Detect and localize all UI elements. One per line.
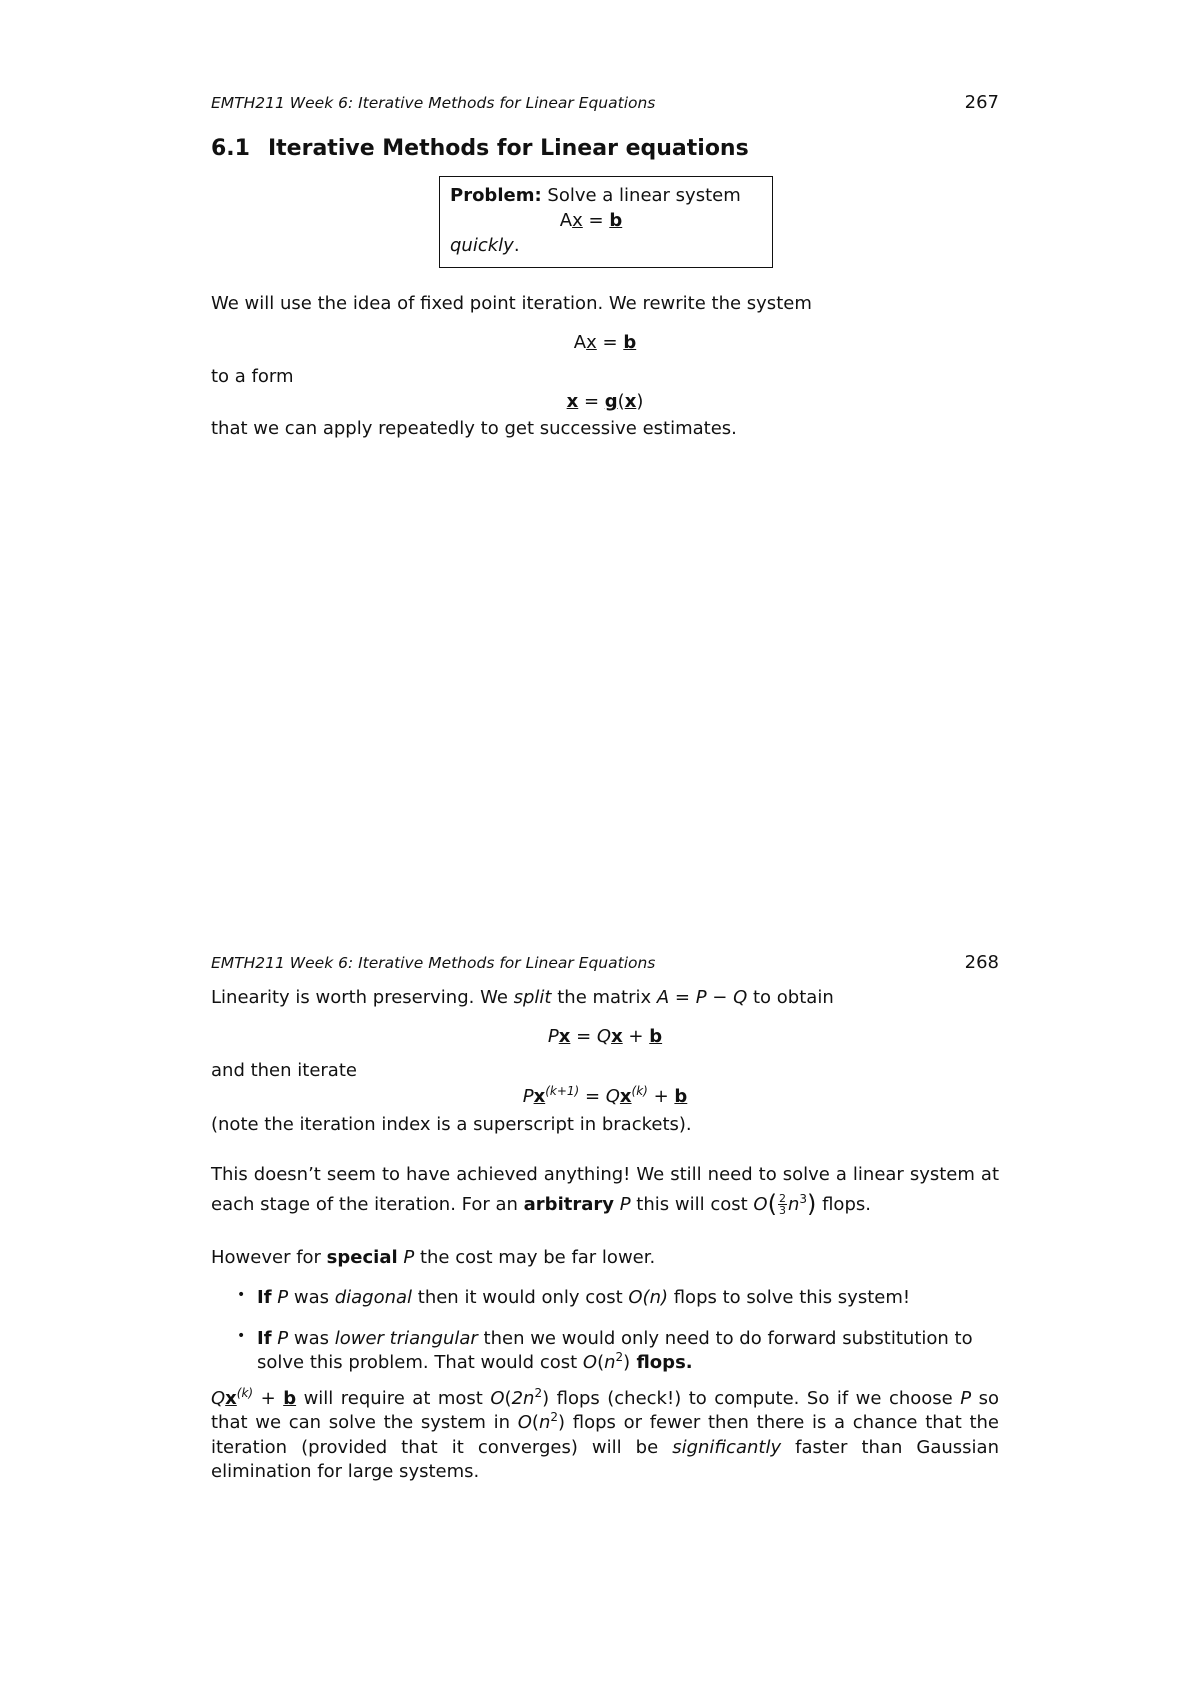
plus: +	[622, 1026, 650, 1048]
bullet-list	[211, 1286, 999, 1375]
running-header	[211, 92, 999, 116]
closing-period: .	[513, 235, 520, 257]
section-title: Iterative Methods for Linear equations	[267, 136, 749, 161]
plus: +	[647, 1085, 675, 1107]
paragraph-to-a-form: to a form	[211, 366, 294, 388]
superscript-k: (k)	[236, 1386, 254, 1401]
arbitrary-text: arbitrary	[523, 1193, 614, 1215]
vector-x: x	[619, 1085, 632, 1107]
diagonal-text: diagonal	[334, 1287, 413, 1309]
vector-x: x	[611, 1026, 623, 1048]
paragraph-arbitrary: This doesn’t seem to have achieved anything! We still need to solve a linear system at each stage of the iteration. For an arbitrary P this will cost O( $\frac{2}{3}$ $n^3$) flops.	[211, 1164, 999, 1218]
text: then we would only need to do forward substitution to solve this problem. That would cost	[257, 1327, 973, 1373]
text: was	[288, 1287, 335, 1309]
paragraph-successive: that we can apply repeatedly to get successive estimates.	[211, 417, 737, 439]
denominator: 3	[778, 1204, 786, 1218]
equation-iteration	[211, 1084, 999, 1109]
matrix-a: A	[573, 331, 587, 353]
matrix-p: P	[277, 1327, 289, 1349]
problem-closing	[450, 233, 762, 258]
vector-b: b	[283, 1388, 297, 1410]
text: the cost may be far lower.	[414, 1246, 656, 1268]
text: flops to solve this system!	[668, 1287, 911, 1309]
text: so that we can solve the system in	[211, 1388, 999, 1434]
text: then it would only cost	[412, 1287, 629, 1309]
text: the matrix	[551, 987, 657, 1008]
equals: =	[579, 1085, 606, 1107]
paragraph-note: (note the iteration index is a superscript in brackets).	[211, 1113, 692, 1135]
flops-text: flops.	[630, 1351, 693, 1373]
fraction-two-thirds	[778, 1193, 787, 1216]
n-variable: n	[604, 1351, 616, 1373]
big-o: O	[517, 1412, 532, 1434]
section-number: 6.1	[211, 136, 250, 161]
equals: =	[582, 210, 610, 232]
vector-x: x	[558, 1026, 571, 1048]
equation-ax-b	[211, 330, 999, 355]
vector-x: x	[533, 1085, 546, 1107]
n-variable: n	[787, 1193, 800, 1215]
split-text: split	[513, 987, 552, 1008]
text: to obtain	[747, 987, 834, 1008]
numerator: 2	[778, 1192, 786, 1206]
matrix-p: P	[403, 1246, 415, 1268]
equals: =	[570, 1026, 597, 1048]
matrix-p: P	[960, 1388, 972, 1410]
paragraph-fixed-point: We will use the idea of fixed point iteration. We rewrite the system	[211, 292, 812, 314]
text: was	[288, 1327, 335, 1349]
matrix-a: A	[559, 210, 573, 232]
list-item: • If P was lower triangular then we would only need to do forward substitution to solve this problem. That would cost $O(n^2)$ flops.	[211, 1327, 999, 1376]
lower-triangular-text: lower triangular	[334, 1327, 478, 1349]
text: flops.	[816, 1193, 871, 1215]
problem-text: Solve a linear system	[547, 185, 741, 206]
text: flops (check!) to compute. So if we choose	[549, 1388, 961, 1410]
problem-label: Problem:	[450, 185, 542, 206]
problem-equation	[420, 208, 762, 233]
running-header	[211, 952, 999, 976]
text: Linearity is worth preserving. We	[211, 987, 514, 1008]
page-267	[211, 92, 999, 441]
plus: +	[253, 1388, 284, 1410]
vector-x: x	[624, 391, 637, 413]
vector-b: b	[609, 210, 623, 232]
vector-x: x	[572, 210, 583, 232]
matrix-q: Q	[605, 1085, 620, 1107]
matrix-q: Q	[596, 1026, 612, 1048]
vector-x: x	[566, 391, 579, 413]
big-o: O	[490, 1388, 505, 1410]
if-text: If	[257, 1287, 272, 1309]
list-item	[211, 1286, 999, 1310]
matrix-p: P	[547, 1026, 559, 1048]
page-number: 267	[964, 92, 999, 113]
paragraph-conclusion: $Qx^{(k)} + b$ will require at most $O(2n^2)$ flops (check!) to compute. So if we choose P so that we can solve the system in $O(n^2)$ flops or fewer then there is a chance that the iteration (provided that it converges) will be significantly faster than Gaussian elimination for large systems.	[211, 1386, 999, 1483]
equals: =	[596, 331, 624, 353]
big-o: O	[582, 1351, 598, 1373]
paragraph-then-iterate: and then iterate	[211, 1060, 357, 1082]
big-o-n: O(n)	[628, 1287, 668, 1309]
problem-statement	[450, 183, 762, 208]
significantly-text: significantly	[672, 1436, 782, 1458]
big-o: O	[753, 1193, 768, 1215]
vector-b: b	[623, 331, 637, 353]
paren-close: )	[636, 391, 644, 413]
special-text: special	[326, 1246, 398, 1268]
vector-x: x	[225, 1388, 237, 1410]
exponent: 2	[615, 1349, 624, 1364]
text: flops or fewer then there is a chance that the iteration (provided that it converges) will be	[211, 1412, 999, 1458]
if-text: If	[257, 1327, 272, 1349]
vector-b: b	[649, 1026, 663, 1048]
text: However for	[211, 1246, 327, 1268]
matrix-p: P	[277, 1287, 289, 1309]
paragraph-special	[211, 1246, 999, 1270]
function-g: g	[604, 391, 618, 413]
equation-px-qx-b	[211, 1024, 999, 1049]
page-268	[211, 952, 999, 1484]
exponent: 2	[550, 1410, 558, 1425]
superscript-k: (k)	[631, 1083, 648, 1098]
quickly-text: quickly	[450, 235, 514, 257]
paren-open: (	[617, 391, 625, 413]
matrix-q: Q	[211, 1388, 226, 1410]
running-title: EMTH211 Week 6: Iterative Methods for Linear Equations	[211, 954, 656, 972]
matrix-p: P	[522, 1085, 534, 1107]
text: This doesn’t seem to have achieved anything! We still need to solve a linear system at each stage of the iteration. For an	[211, 1164, 999, 1215]
exponent: 2	[534, 1386, 543, 1401]
page-number: 268	[964, 952, 999, 973]
vector-x: x	[586, 331, 597, 353]
vector-b: b	[674, 1085, 688, 1107]
equals: =	[578, 391, 605, 413]
n-variable: n	[538, 1412, 551, 1434]
paragraph-linearity	[211, 986, 999, 1010]
superscript-k-plus-1: (k+1)	[545, 1083, 580, 1098]
section-heading	[211, 138, 999, 160]
exponent: 3	[799, 1191, 807, 1206]
matrix-p: P	[619, 1193, 631, 1215]
running-title: EMTH211 Week 6: Iterative Methods for Linear Equations	[211, 94, 656, 112]
two-n: 2n	[511, 1388, 535, 1410]
equation-x-gx	[211, 389, 999, 414]
text: will require at most	[296, 1388, 491, 1410]
text: faster than Gaussian elimination for large systems.	[211, 1436, 999, 1483]
split-formula: A = P − Q	[656, 987, 748, 1008]
text: this will cost	[630, 1193, 754, 1215]
problem-box	[439, 176, 773, 268]
